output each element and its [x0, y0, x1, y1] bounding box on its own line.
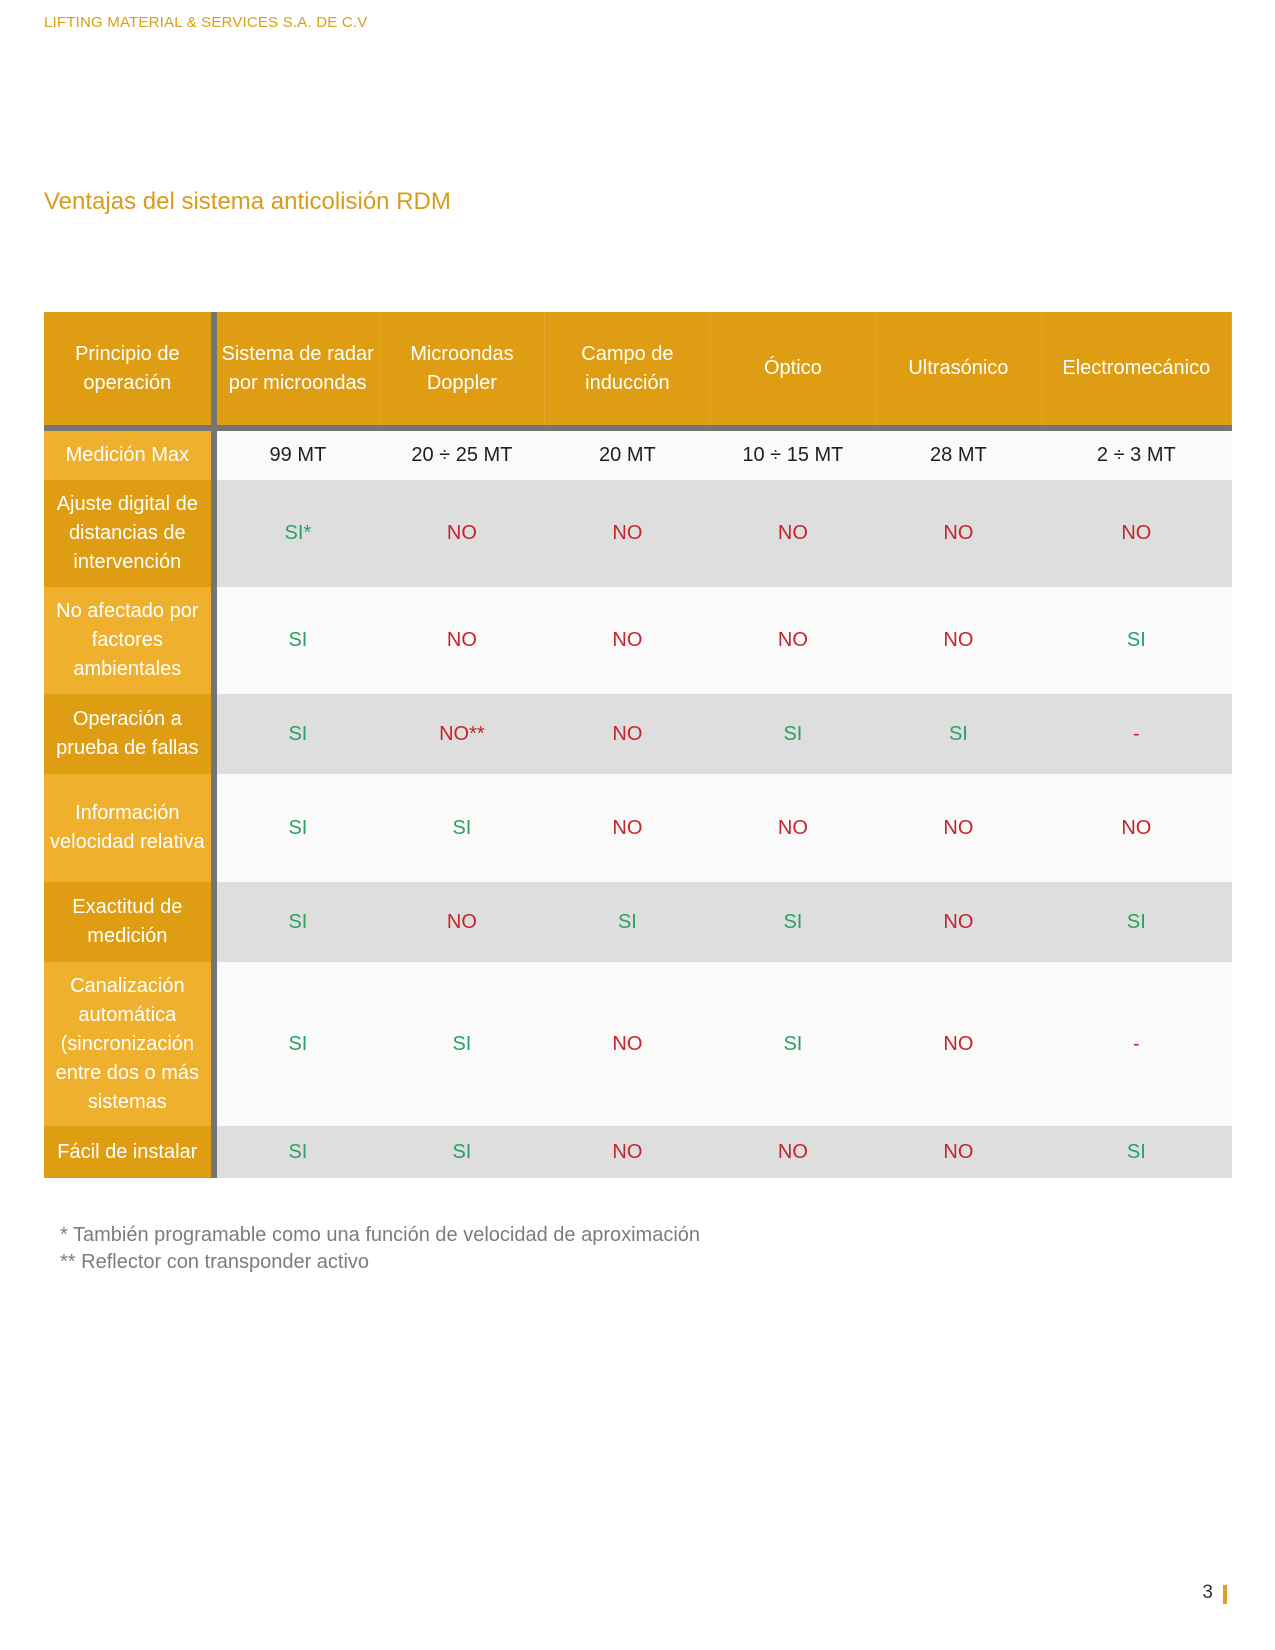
- table-cell: SI: [214, 1126, 380, 1178]
- table-cell: NO: [545, 774, 711, 882]
- table-cell: NO: [379, 587, 545, 694]
- row-label: Canalización automática (sincronización entre dos o más sistemas: [44, 962, 214, 1126]
- row-label: Operación a prueba de fallas: [44, 694, 214, 774]
- page-number: 3: [1202, 1582, 1213, 1603]
- table-cell: -: [1041, 962, 1231, 1126]
- table-row: [44, 882, 1232, 962]
- table-cell: SI: [379, 774, 545, 882]
- table-cell: 2 ÷ 3 MT: [1041, 428, 1231, 480]
- table-row: [44, 774, 1232, 882]
- row-label: Exactitud de medición: [44, 882, 214, 962]
- table-row: [44, 694, 1232, 774]
- table-cell: NO: [545, 480, 711, 587]
- table-cell: NO: [1041, 480, 1231, 587]
- table-cell: SI: [710, 694, 876, 774]
- page-title: Ventajas del sistema anticolisión RDM: [44, 188, 451, 215]
- table-cell: SI: [214, 774, 380, 882]
- table-cell: SI: [214, 587, 380, 694]
- row-label: No afectado por factores ambientales: [44, 587, 214, 694]
- table-cell: 99 MT: [214, 428, 380, 480]
- table-cell: NO: [1041, 774, 1231, 882]
- table-cell: SI: [545, 882, 711, 962]
- table-cell: NO: [545, 962, 711, 1126]
- footnote: ** Reflector con transponder activo: [60, 1251, 370, 1273]
- footnote: * También programable como una función de velocidad de aproximación: [60, 1224, 701, 1246]
- table-cell: NO: [710, 774, 876, 882]
- footnotes: [60, 1222, 700, 1276]
- table-cell: SI: [710, 962, 876, 1126]
- table-cell: 20 ÷ 25 MT: [379, 428, 545, 480]
- table-cell: NO: [876, 962, 1042, 1126]
- comparison-table: [44, 312, 1232, 1178]
- table-cell: SI: [1041, 1126, 1231, 1178]
- column-header: Electromecánico: [1041, 312, 1231, 428]
- row-label: Ajuste digital de distancias de intervención: [44, 480, 214, 587]
- company-name: LIFTING MATERIAL & SERVICES S.A. DE C.V: [44, 14, 368, 31]
- table-cell: NO: [545, 694, 711, 774]
- table-cell: NO: [710, 587, 876, 694]
- table-cell: NO: [545, 1126, 711, 1178]
- column-header: Campo de inducción: [545, 312, 711, 428]
- table-cell: SI: [876, 694, 1042, 774]
- table-cell: NO: [379, 480, 545, 587]
- table-row: [44, 962, 1232, 1126]
- column-header: Ultrasónico: [876, 312, 1042, 428]
- table-cell: SI: [1041, 587, 1231, 694]
- table-row: [44, 587, 1232, 694]
- table-header-row: [44, 312, 1232, 428]
- table-cell: NO: [545, 587, 711, 694]
- table-cell: SI*: [214, 480, 380, 587]
- table-cell: NO**: [379, 694, 545, 774]
- table-cell: SI: [379, 1126, 545, 1178]
- column-header: Óptico: [710, 312, 876, 428]
- table-cell: -: [1041, 694, 1231, 774]
- row-label: Fácil de instalar: [44, 1126, 214, 1178]
- column-header: Sistema de radar por microondas: [214, 312, 380, 428]
- row-label: Medición Max: [44, 428, 214, 480]
- table-cell: NO: [876, 587, 1042, 694]
- table-cell: SI: [214, 694, 380, 774]
- table-cell: NO: [876, 1126, 1042, 1178]
- table-cell: NO: [710, 1126, 876, 1178]
- table-row: [44, 480, 1232, 587]
- page-number-bar: [1223, 1585, 1227, 1604]
- table-row: [44, 1126, 1232, 1178]
- table-cell: NO: [379, 882, 545, 962]
- table-cell: 20 MT: [545, 428, 711, 480]
- table-cell: SI: [1041, 882, 1231, 962]
- table-cell: 10 ÷ 15 MT: [710, 428, 876, 480]
- table-cell: 28 MT: [876, 428, 1042, 480]
- table-cell: SI: [710, 882, 876, 962]
- table-cell: NO: [876, 774, 1042, 882]
- table-cell: NO: [876, 882, 1042, 962]
- column-header: Principio de operación: [44, 312, 214, 428]
- row-label: Información velocidad relativa: [44, 774, 214, 882]
- column-header: Microondas Doppler: [379, 312, 545, 428]
- table-cell: NO: [876, 480, 1042, 587]
- table-row: [44, 428, 1232, 480]
- table-cell: SI: [214, 962, 380, 1126]
- table-cell: NO: [710, 480, 876, 587]
- table-cell: SI: [214, 882, 380, 962]
- table-cell: SI: [379, 962, 545, 1126]
